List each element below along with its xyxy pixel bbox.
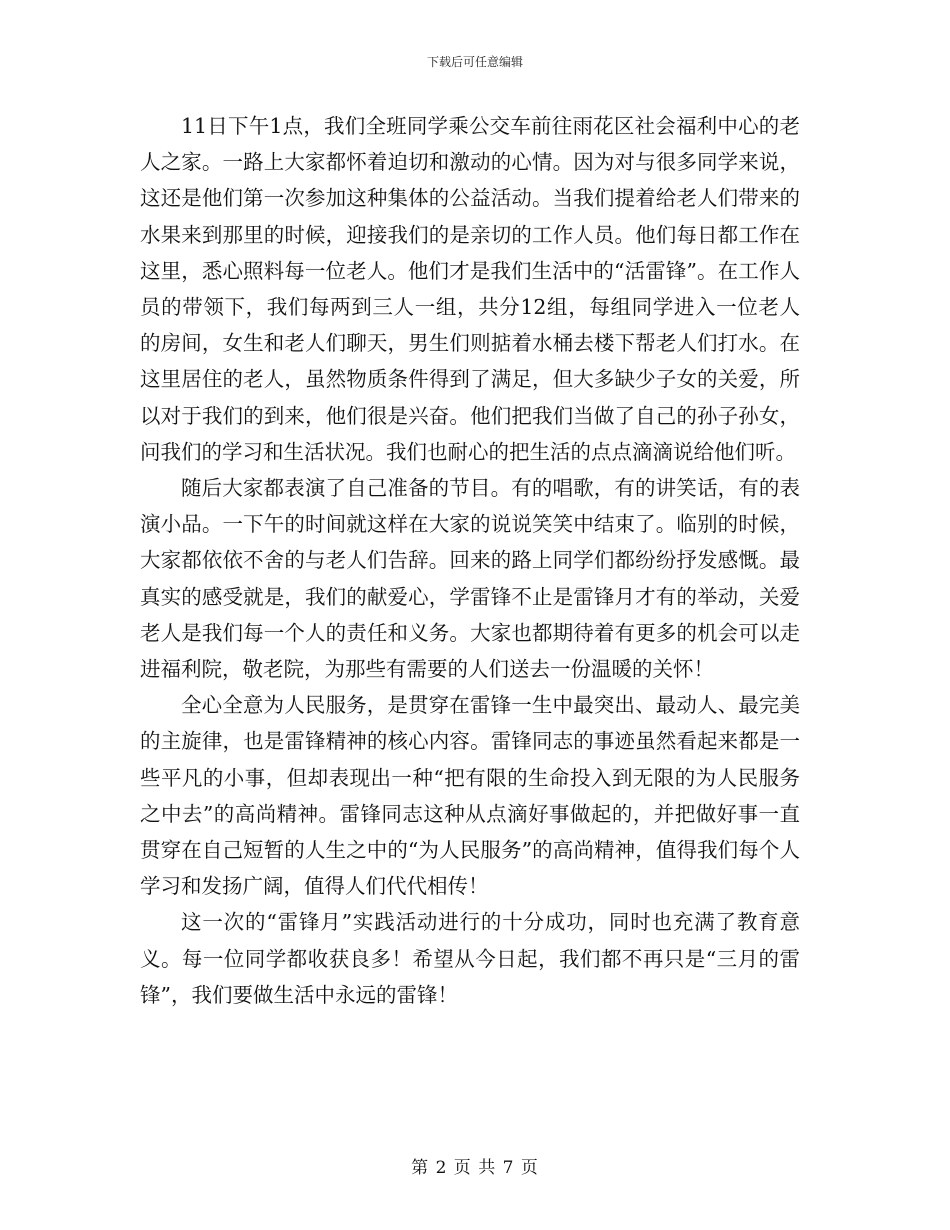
paragraph-1: 11日下午1点，我们全班同学乘公交车前往雨花区社会福利中心的老人之家。一路上大家都怀着迫切和激动的心情。因为对与很多同学来说，这还是他们第一次参加这种集体的公益活动。当我们提着给老人们带来的水果来到那里的时候，迎接我们的是亲切的工作人员。他们每日都工作在这里，悉心照料每一位老人。他们才是我们生活中的“活雷锋”。在工作人员的带领下，我们每两到三人一组，共分12组，每组同学进入一位老人的房间，女生和老人们聊天，男生们则掂着水桶去楼下帮老人们打水。在这里居住的老人，虽然物质条件得到了满足，但大多缺少子女的关爱，所以对于我们的到来，他们很是兴奋。他们把我们当做了自己的孙子孙女，问我们的学习和生活状况。我们也耐心的把生活的点点滴滴说给他们听。 — [140, 114, 800, 464]
paragraph-2: 随后大家都表演了自己准备的节目。有的唱歌，有的讲笑话，有的表演小品。一下午的时间就这样在大家的说说笑笑中结束了。临别的时候，大家都依依不舍的与老人们告辞。回来的路上同学们都纷纷抒发感慨。最真实的感受就是，我们的献爱心，学雷锋不止是雷锋月才有的举动，关爱老人是我们每一个人的责任和义务。大家也都期待着有更多的机会可以走进福利院，敬老院，为那些有需要的人们送去一份温暖的关怀！ — [140, 476, 800, 682]
paragraph-4: 这一次的“雷锋月”实践活动进行的十分成功，同时也充满了教育意义。每一位同学都收获良多！希望从今日起，我们都不再只是“三月的雷锋”，我们要做生活中永远的雷锋！ — [140, 910, 800, 1007]
paragraph-3: 全心全意为人民服务，是贯穿在雷锋一生中最突出、最动人、最完美的主旋律，也是雷锋精神的核心内容。雷锋同志的事迹虽然看起来都是一些平凡的小事，但却表现出一种“把有限的生命投入到无限的为人民服务之中去”的高尚精神。雷锋同志这种从点滴好事做起的，并把做好事一直贯穿在自己短暂的人生之中的“为人民服务”的高尚精神，值得我们每个人学习和发扬广阔，值得人们代代相传！ — [140, 693, 800, 899]
page-header-note: 下载后可任意编辑 — [426, 55, 523, 69]
document-body — [140, 108, 800, 1013]
page-number: 第 2 页 共 7 页 — [411, 1158, 539, 1178]
